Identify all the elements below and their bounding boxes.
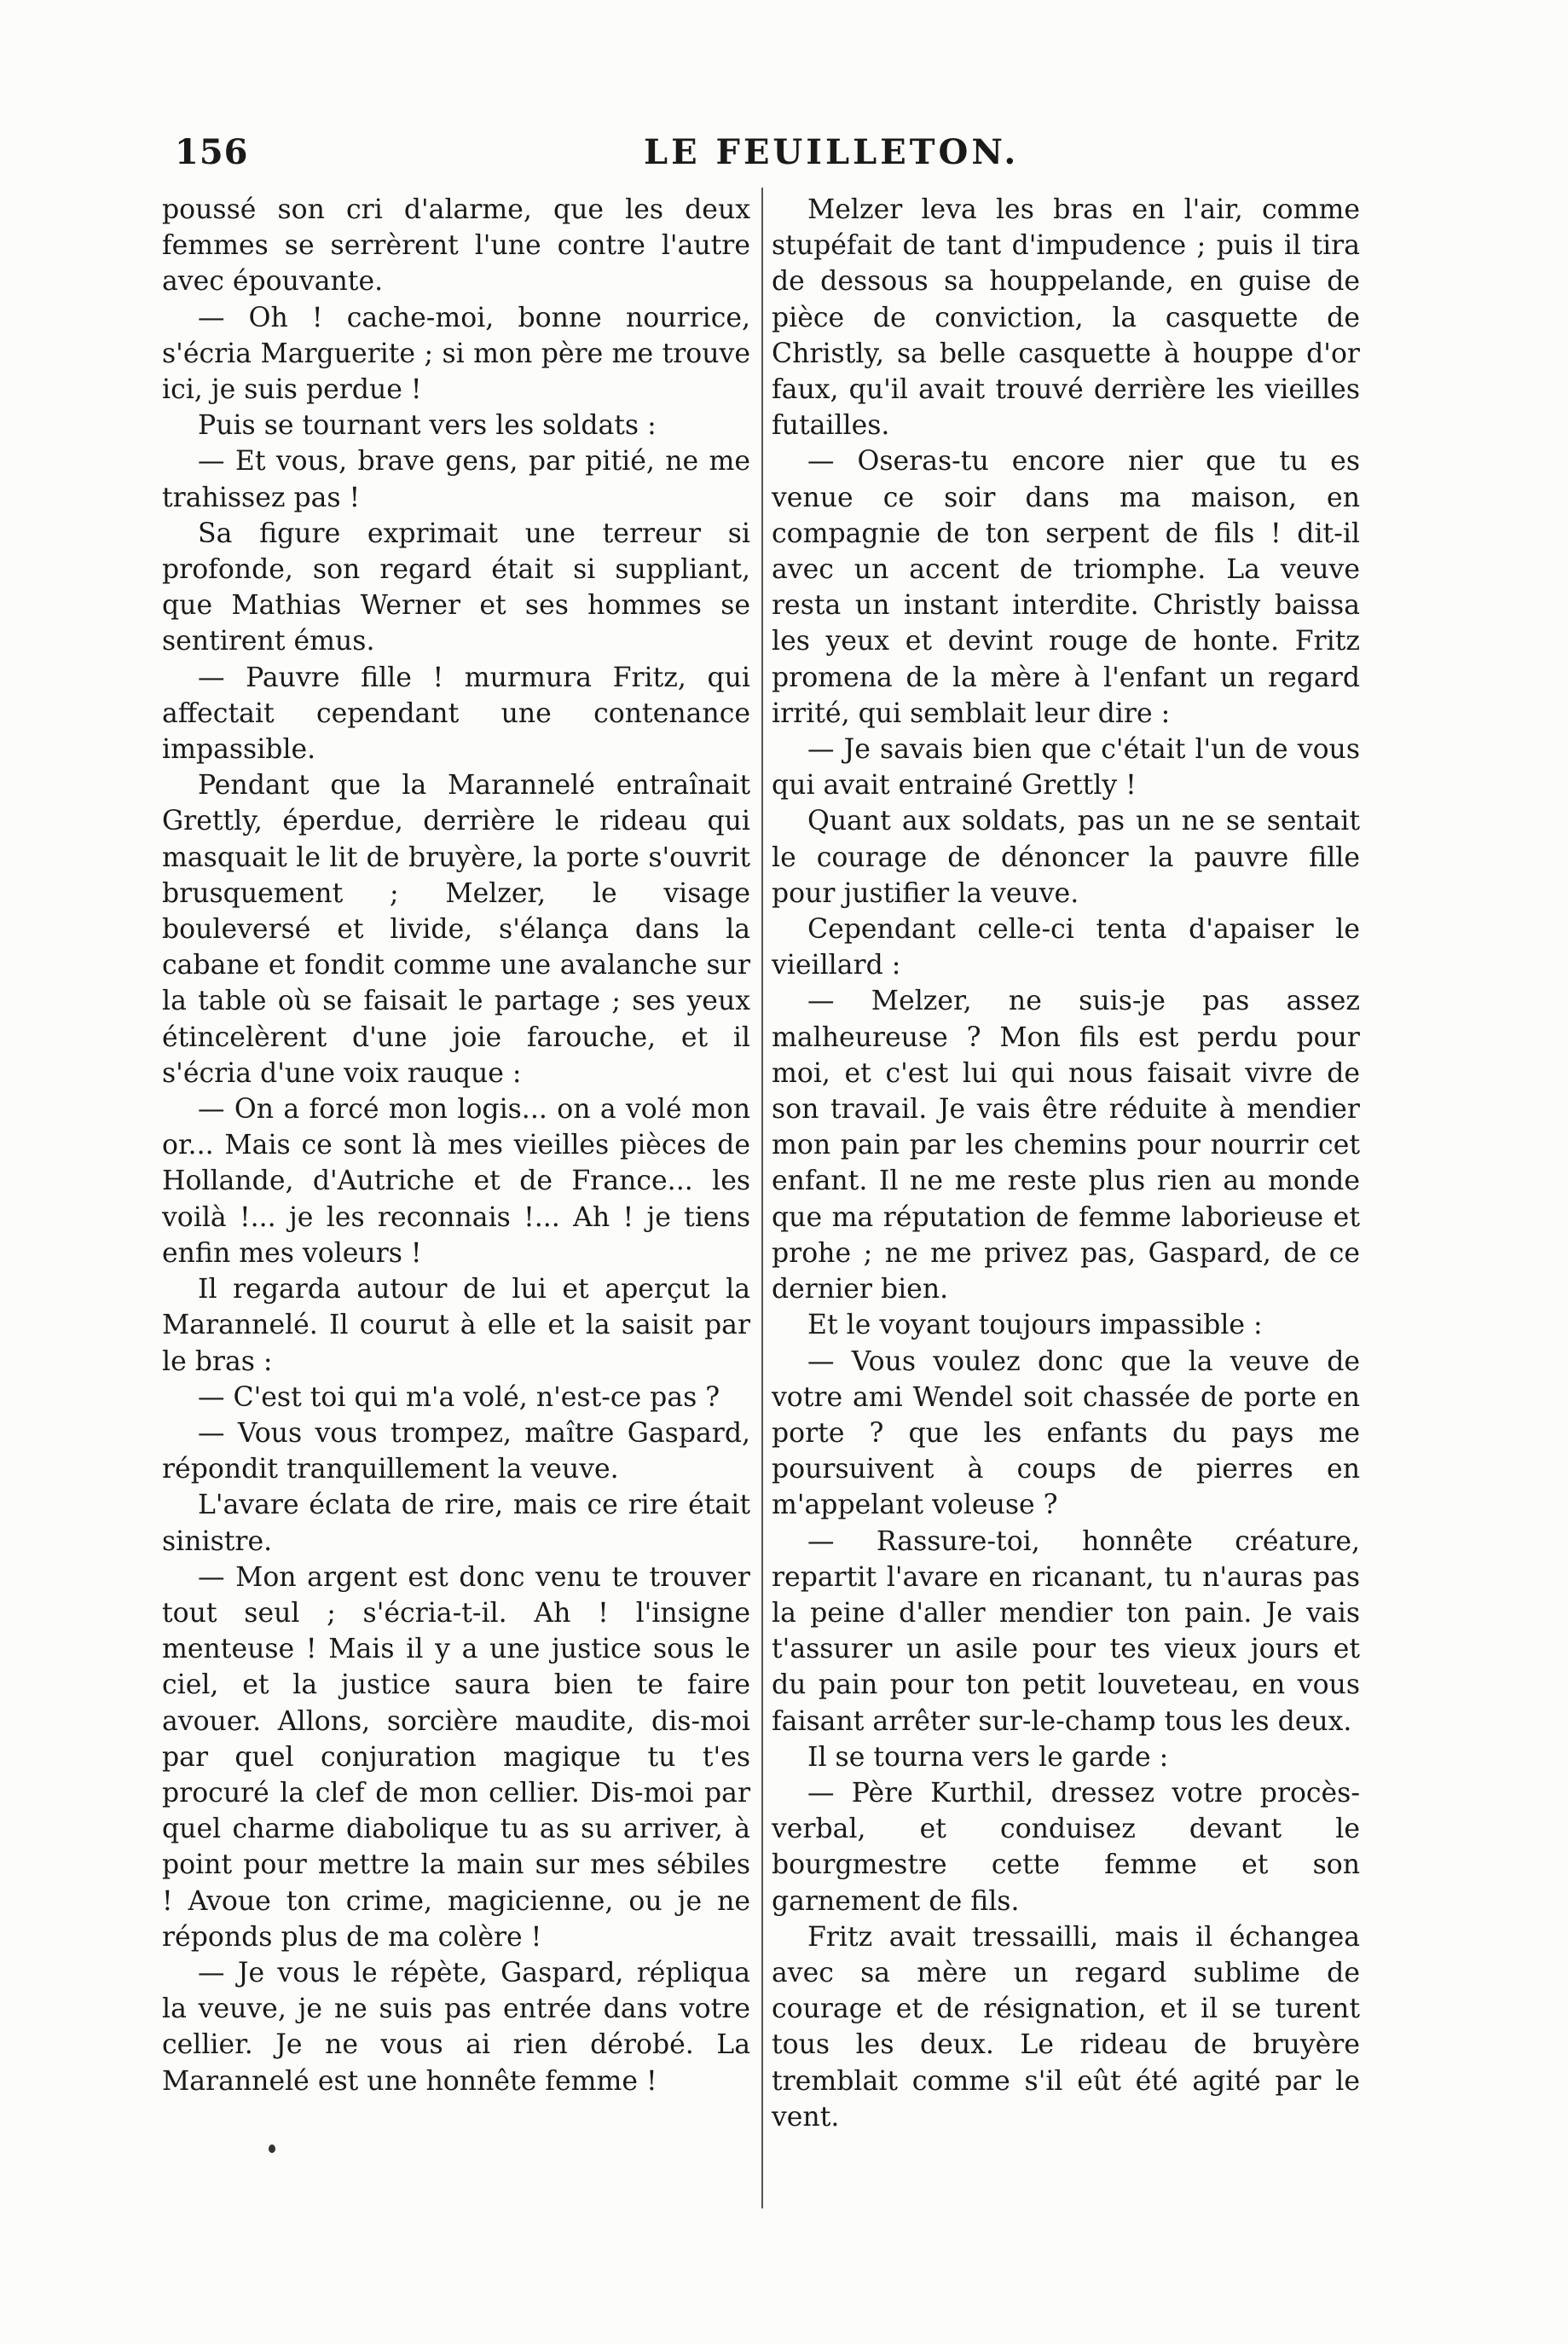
ink-speck <box>269 2144 275 2153</box>
paragraph: — Melzer, ne suis-je pas assez malheureuse ? Mon fils est perdu pour moi, et c'est lui qui nous faisait vivre de son travail. Je vais être réduite à mendier mon pain par les chemins pour nourrir cet enfant. Il ne me reste plus rien au monde que ma réputation de femme laborieuse et prohe ; ne me privez pas, Gaspard, de ce dernier bien. <box>772 986 1360 1305</box>
paragraph: — Père Kurthil, dressez votre procès-verbal, et conduisez devant le bourgmestre cette femme et son garnement de fils. <box>772 1777 1360 1917</box>
paragraph: Il se tourna vers le garde : <box>807 1741 1169 1773</box>
paragraph: Sa figure exprimait une terreur si profonde, son regard était si suppliant, que Mathias Werner et ses hommes se sentirent émus. <box>162 518 750 657</box>
paragraph: — Rassure-toi, honnête créature, repartit l'avare en ricanant, tu n'auras pas la peine d'aller mendier ton pain. Je vais t'assurer un asile pour tes vieux jours et du pain pour ton petit louveteau, en vous faisant arrêter sur-le-champ tous les deux. <box>772 1525 1360 1737</box>
page-number: 156 <box>175 132 249 172</box>
paragraph: Quant aux soldats, pas un ne se sentait le courage de dénoncer la pauvre fille pour justifier la veuve. <box>772 806 1360 909</box>
column-divider <box>761 188 763 2208</box>
paragraph: — Oh ! cache-moi, bonne nourrice, s'écria Marguerite ; si mon père me trouve ici, je suis perdue ! <box>162 302 750 406</box>
paragraph: Pendant que la Marannelé entraînait Grettly, éperdue, derrière le rideau qui masquait le lit de bruyère, la porte s'ouvrit brusquement ; Melzer, le visage bouleversé et livide, s'élança dans la cabane et fondit comme une avalanche sur la table où se faisait le partage ; ses yeux étincelèrent d'une joie farouche, et il s'écria d'une voix rauque : <box>162 770 750 1089</box>
paragraph: — On a forcé mon logis... on a volé mon or... Mais ce sont là mes vieilles pièces de Hollande, d'Autriche et de France... les voilà !... je les reconnais !... Ah ! je tiens enfin mes voleurs ! <box>162 1094 750 1269</box>
paragraph: — Je vous le répète, Gaspard, répliqua la veuve, je ne suis pas entrée dans votre cellier. Je ne vous ai rien dérobé. La Marannelé est une honnête femme ! <box>162 1957 750 2097</box>
paragraph: Melzer leva les bras en l'air, comme stupéfait de tant d'impudence ; puis il tira de dessous sa houppelande, en guise de pièce de conviction, la casquette de Christly, sa belle casquette à houppe d'or faux, qu'il avait trouvé derrière les vieilles futailles. <box>772 194 1360 442</box>
paragraph: — Mon argent est donc venu te trouver tout seul ; s'écria-t-il. Ah ! l'insigne menteuse ! Mais il y a une justice sous le ciel, et la justice saura bien te faire avouer. Allons, sorcière maudite, dis-moi par quel conjuration magique tu t'es procuré la clef de mon cellier. Dis-moi par quel charme diabolique tu as su arriver, à point pour mettre la main sur mes sébiles ! Avoue ton crime, magicienne, ou je ne réponds plus de ma colère ! <box>162 1561 750 1953</box>
paragraph: — Pauvre fille ! murmura Fritz, qui affectait cependant une contenance impassible. <box>162 662 750 766</box>
paragraph: — Et vous, brave gens, par pitié, ne me trahissez pas ! <box>162 446 750 513</box>
paragraph: Il regarda autour de lui et aperçut la Marannelé. Il courut à elle et la saisit par le bras : <box>162 1274 750 1377</box>
paragraph: Cependant celle-ci tenta d'apaiser le vieillard : <box>772 914 1360 981</box>
paragraph: Et le voyant toujours impassible : <box>807 1310 1263 1341</box>
paragraph: Fritz avait tressailli, mais il échangea avec sa mère un regard sublime de courage et de résignation, et il se turent tous les deux. Le rideau de bruyère tremblait comme s'il eût été agité par le vent. <box>772 1921 1360 2133</box>
paragraph: — C'est toi qui m'a volé, n'est-ce pas ? <box>198 1381 720 1413</box>
right-text-column <box>772 192 1360 2135</box>
paragraph: L'avare éclata de rire, mais ce rire était sinistre. <box>162 1490 750 1557</box>
paragraph: — Je savais bien que c'était l'un de vous qui avait entrainé Grettly ! <box>772 734 1360 802</box>
paragraph: — Vous voulez donc que la veuve de votre ami Wendel soit chassée de porte en porte ? que les enfants du pays me poursuivent à coups de pierres en m'appelant voleuse ? <box>772 1346 1360 1521</box>
page-header <box>166 128 1343 179</box>
paragraph: — Vous vous trompez, maître Gaspard, répondit tranquillement la veuve. <box>162 1417 750 1485</box>
left-text-column <box>162 192 750 2099</box>
paragraph: — Oseras-tu encore nier que tu es venue ce soir dans ma maison, en compagnie de ton serpent de fils ! dit-il avec un accent de triomphe. La veuve resta un instant interdite. Christly baissa les yeux et devint rouge de honte. Fritz promena de la mère à l'enfant un regard irrité, qui semblait leur dire : <box>772 446 1360 729</box>
paragraph: Puis se tournant vers les soldats : <box>198 410 657 442</box>
paragraph: poussé son cri d'alarme, que les deux femmes se serrèrent l'une contre l'autre avec épouvante. <box>162 194 750 298</box>
running-title: LE FEUILLETON. <box>644 132 1020 172</box>
